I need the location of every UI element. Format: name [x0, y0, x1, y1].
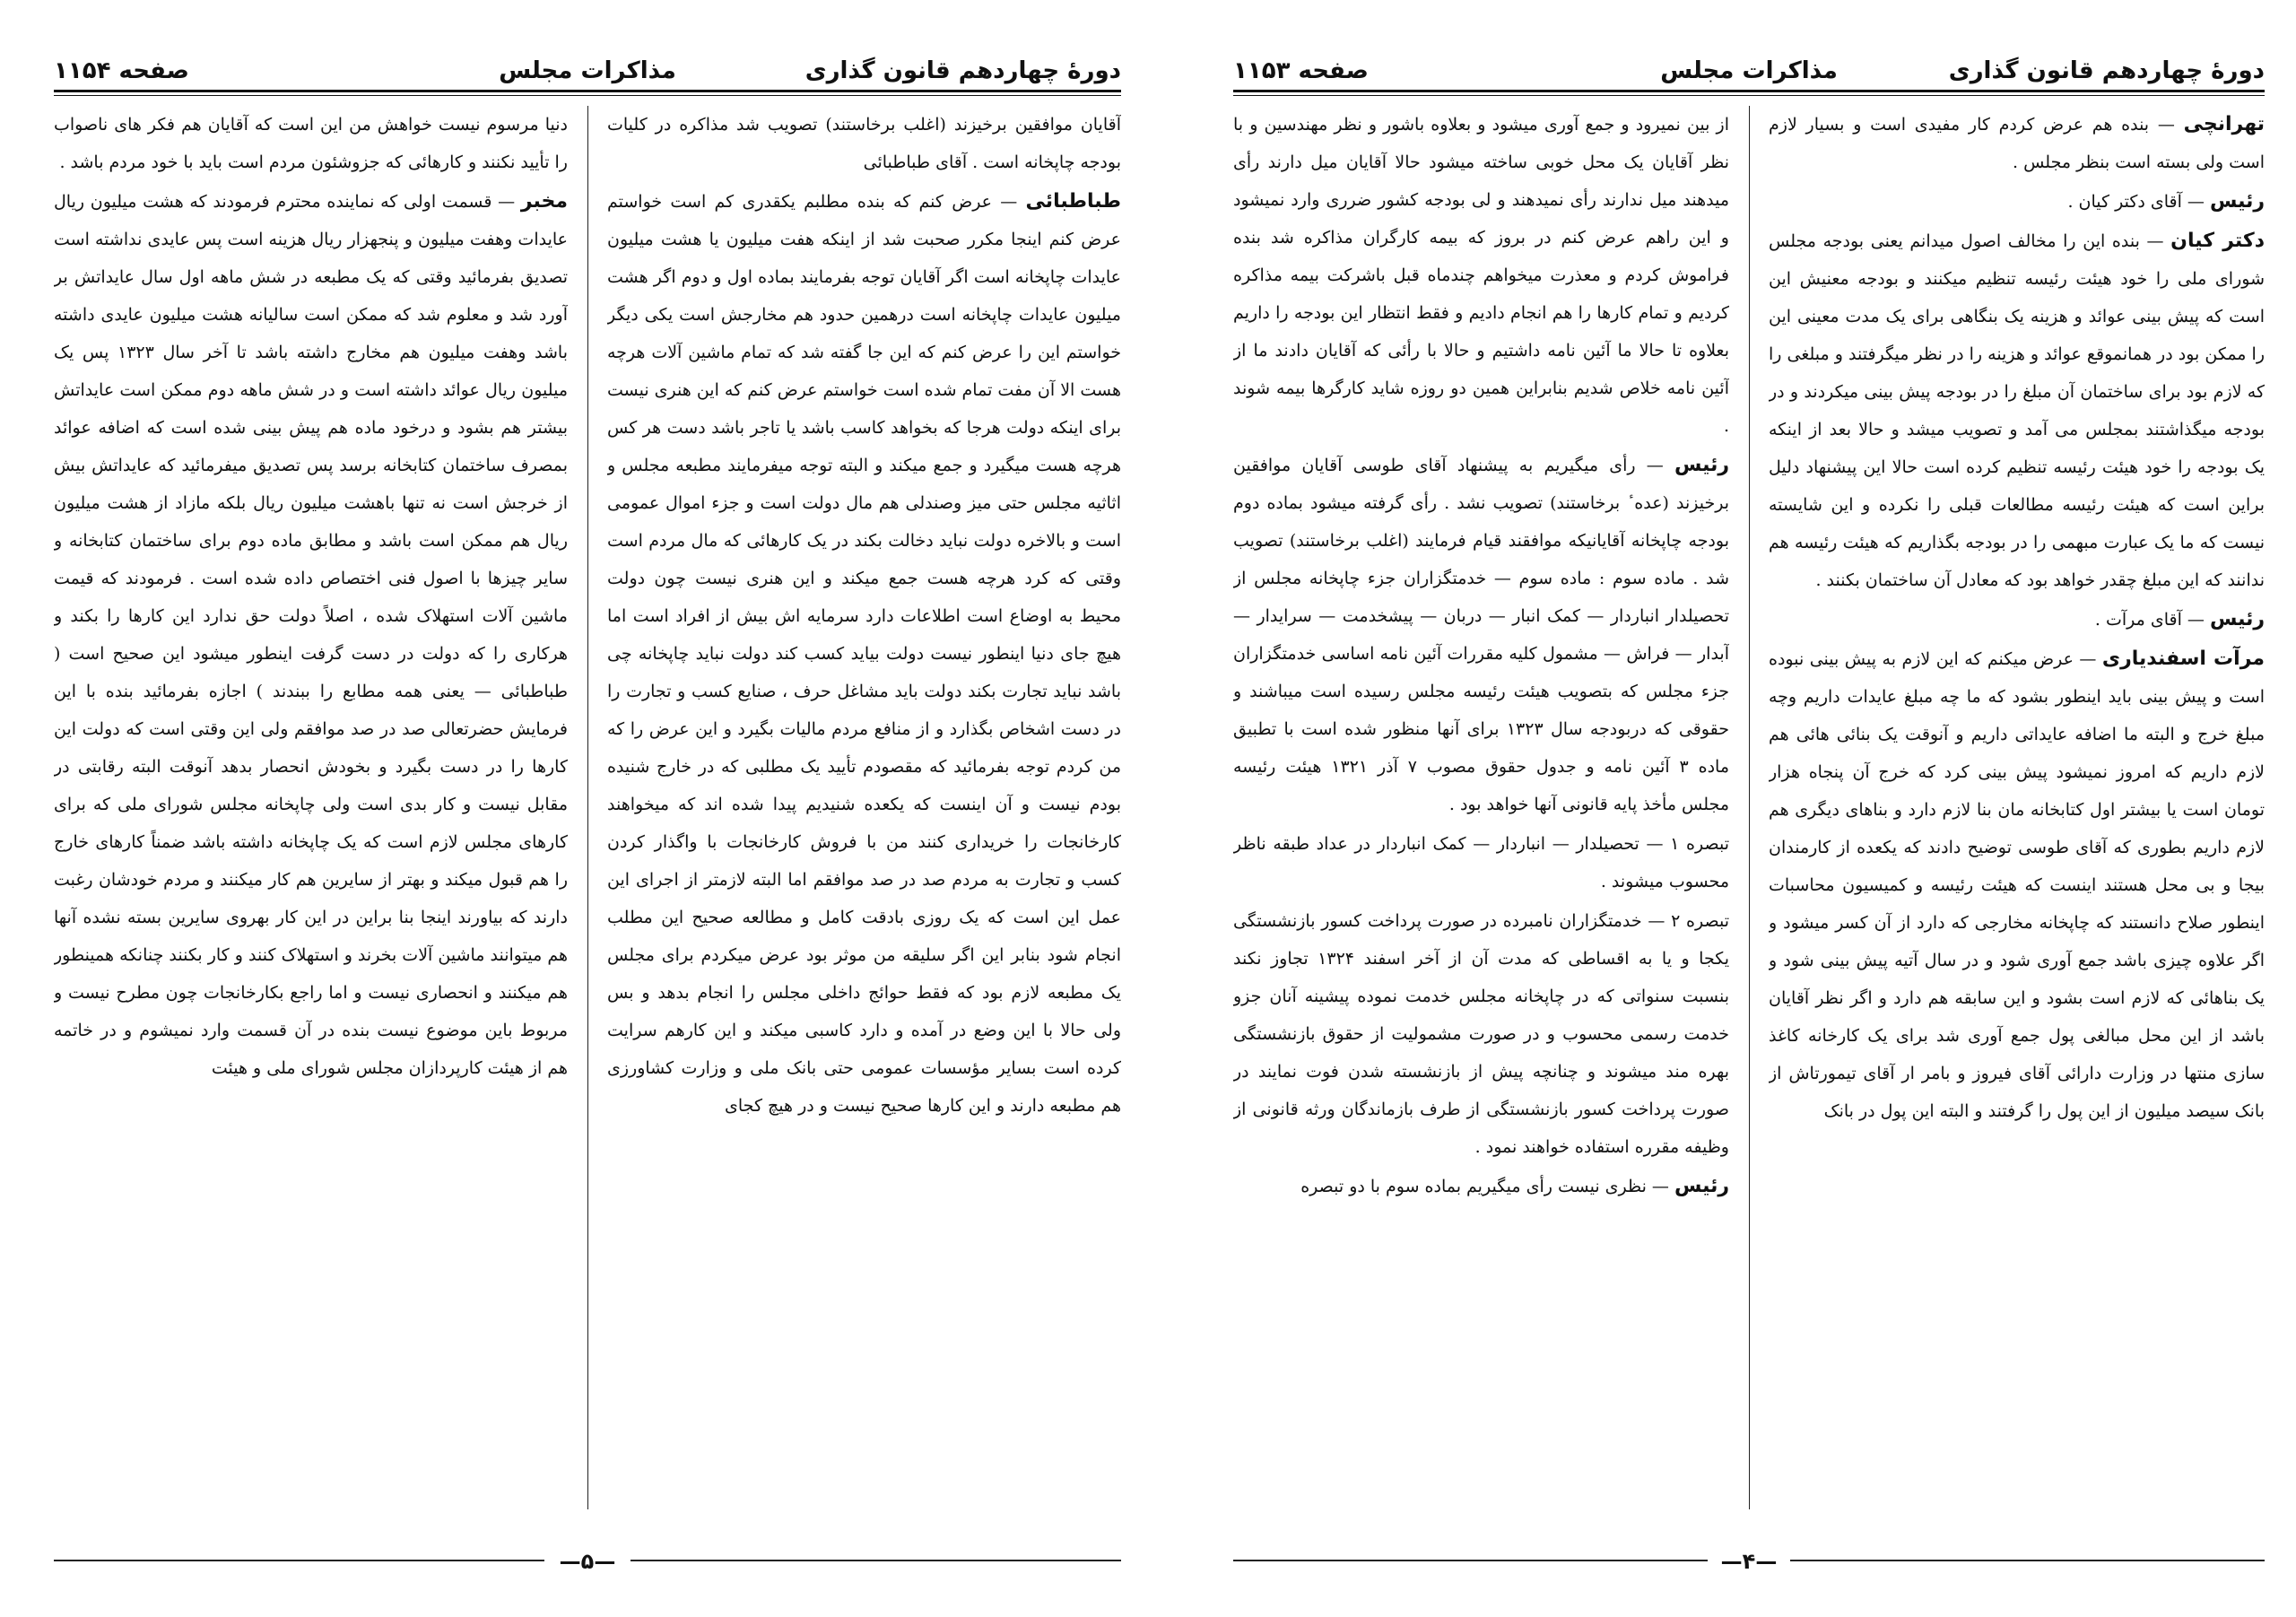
paragraph: [1233, 902, 1729, 1166]
left-columns: [54, 106, 1121, 1509]
page-label: صفحه ۱۱۵۳: [1233, 57, 1369, 84]
right-running-head: [1233, 52, 2265, 95]
right-page-column-second: [1233, 106, 1729, 1509]
speaker-name: رئیس: [2209, 190, 2265, 213]
paragraph-text: — آقای دکتر کیان .: [2067, 192, 2205, 212]
paragraph: [607, 183, 1121, 1125]
paragraph-text: — بنده این را مخالف اصول میدانم یعنی بودجه مجلس شورای ملی را خود هیئت رئیسه تنظیم میکنند و بودجه معنیش این است که پیش بینی عوائد و هزینه یک بنگاهی برای یک مدت معینی این را ممکن بود در همانموقع عوائد و هزینه را در نظر میگرفتند و مبلغی را که لازم بود برای ساختمان آن مبلغ را در بودجه پیش بینی میکردند و در بودجه میگذاشتند بمجلس می آمد و تصویب میشد و حالا بعد از اینکه یک بودجه را خود هیئت رئیسه تنظیم کرده است حالا این پیشنهاد دلیل براین است که هیئت رئیسه مطالعات قبلی را نکرده و این شایسته نیست که ما یک عبارت مبهمی را در بودجه بگذاریم که هیئت رئیسه هم ندانند که این مبلغ چقدر خواهد بود که معادل آن ساختمان بکنند .: [1769, 231, 2265, 590]
paragraph-text: — آقای مرآت .: [2094, 610, 2205, 630]
column-divider: [1749, 106, 1750, 1509]
folio-rule: [1233, 1560, 1708, 1561]
paragraph-text: — قسمت اولی که نماینده محترم فرمودند که هشت میلیون ریال عایدات وهفت میلیون و پنجهزار ریال هزینه است پس عایدی نداشته است تصدیق بفرمائید وقتی که یک مطبعه در شش ماهه اول سال عایداتش بر آورد شد و معلوم شد که ممکن است سالیانه هشت میلیون عایدی داشته باشد وهفت میلیون هم مخارج داشته باشد تا آخر سال ۱۳۲۳ پس یک میلیون ریال عوائد داشته است و در شش ماهه دوم ممکن است عایداتش بیشتر هم بشود و درخود ماده هم پیش بینی شده است که اضافه عوائد بمصرف ساختمان کتابخانه برسد پس تصدیق میفرمائید که عایداتش بیش از خرجش است نه تنها باهشت میلیون ریال بلکه مازاد از هشت میلیون ریال هم ممکن است باشد و مطابق ماده دوم برای ساختمان کتابخانه و سایر چیزها با اصول فنی اختصاص داده شده است . فرمودند که قیمت ماشین آلات استهلاک شده ، اصلاً دولت حق ندارد این کارها را بکند و هرکاری را که دولت در دست گرفت اینطور میشود این صحیح است ( طباطبائی — یعنی همه مطابع را ببندند ) اجازه بفرمائید بنده با این فرمایش حضرتعالی صد در صد موافقم ولی این وقتی است که دولت این کارها را در دست بگیرد و بخودش انحصار بدهد آنوقت البته رقابتی در مقابل نیست و کار بدی است ولی چاپخانه مجلس شورای ملی که برای کارهای مجلس لازم است که یک چاپخانه داشته باشد ضمناً کارهای خارج را هم قبول میکند و بهتر از سایرین هم کار میکنند و مردم خودشان رغبت دارند که بیاورند اینجا بنا براین در این کار بهروی سایرین بسته نشده آنها هم میتوانند ماشین آلات بخرند و استهلاک کنند و کار بکنند چنانکه همینطور هم میکنند و انحصاری نیست و اما راجع بکارخانجات چون مطرح نیست و مربوط باین موضوع نیست بنده در آن قسمت وارد نمیشوم و در خاتمه هم از هیئت کارپردازان مجلس شورای ملی و هیئت: [54, 192, 568, 1078]
speaker-name: رئیس: [1674, 1175, 1729, 1197]
paragraph: [1233, 447, 1729, 823]
folio-rule: [631, 1560, 1121, 1561]
speaker-name: مرآت اسفندیاری: [2101, 648, 2265, 670]
journal-title: دورهٔ چهاردهم قانون گذاری: [1948, 57, 2265, 84]
speaker-name: دکتر کیان: [2170, 230, 2265, 252]
header-rule: [1233, 90, 2265, 92]
left-page: [54, 0, 1121, 1617]
speaker-name: طباطبائی: [1025, 190, 1121, 213]
section-title: مذاکرات مجلس: [1660, 57, 1838, 84]
paragraph: [1769, 183, 2265, 221]
folio-number: —۴—: [1720, 1549, 1778, 1574]
paragraph: [1233, 1168, 1729, 1205]
speaker-name: رئیس: [2209, 608, 2265, 630]
paragraph-text: — رأی میگیریم به پیشنهاد آقای طوسی آقایان موافقین برخیزند (عده ٔ برخاستند) تصویب نشد . رأی گرفته میشود بماده دوم بودجه چاپخانه آقایانیکه موافقند قیام فرمایند (اغلب برخاستند) تصویب شد . ماده سوم : ماده سوم — خدمتگزاران جزء چاپخانه مجلس از تحصیلدار انباردار — کمک انبار — دربان — پیشخدمت — سرایدار — آبدار — فراش — مشمول کلیه مقررات آئین نامه اساسی خدمتگزاران جزء مجلس که بتصویب هیئت رئیسه مجلس رسیده است میباشند و حقوقی که دربودجه سال ۱۳۲۳ برای آنها منظور شده است با تطبیق ماده ۳ آئین نامه و جدول حقوق مصوب ۷ آذر ۱۳۲۱ هیئت رئیسه مجلس مأخذ پایه قانونی آنها خواهد بود .: [1233, 456, 1729, 814]
paragraph-text: — عرض میکنم که این لازم به پیش بینی نبوده است و پیش بینی باید اینطور بشود که ما چه مبلغ عایدات داریم وچه مبلغ خرج و البته ما اضافه عایداتی داریم و آنوقت یک بنائی هائی هم لازم داریم که امروز نمیشود پیش بینی کرد که خرج آن پنجاه هزار تومان است یا بیشتر اول کتابخانه مان بنا لازم دارد و بناهای دیگری هم لازم داریم بطوری که آقای طوسی توضیح دادند که یکعده از کارمندان بیجا و بی محل هستند اینست که هیئت رئیسه و کمیسیون محاسبات اینطور صلاح دانستند که چاپخانه مخارجی که دارد از آن کسر میشود و اگر علاوه چیزی باشد جمع آوری شود و در سال آتیه پیش بینی شود و یک بناهائی که لازم است بشود و این سابقه هم دارد و اگر نظر آقایان باشد از این محل مبالغی پول جمع آوری شد برای یک کارخانه کاغذ سازی منتها در وزارت دارائی آقای فیروز و بامر ار آقای تیمورتاش از بانک سیصد میلیون از این پول را گرفتند و البته این پول در بانک: [1769, 649, 2265, 1121]
paragraph-text: از بین نمیرود و جمع آوری میشود و بعلاوه باشور و نظر مهندسین و با نظر آقایان یک محل خوبی ساخته میشود حالا آقایان میل دارند رأی میدهند میل ندارند رأی نمیدهند و لی بودجه کشور ضرری وارد نمیشود و این راهم عرض کنم در بروز که بیمه کارگران مذاکره شد بنده فراموش کردم و معذرت میخواهم چندماه قبل باشرکت بیمه مذاکره کردیم و تمام کارها را هم انجام دادیم و فقط انتظار این بودجه را داریم بعلاوه تا حالا ما آئین نامه داشتیم و حالا با رأئی که آقایان دادند ما از آئین نامه خلاص شدیم بنابراین همین دو روزه شاید کارگرها بیمه شوند .: [1233, 115, 1729, 436]
paragraph-text: دنیا مرسوم نیست خواهش من این است که آقایان هم فکر های ناصواب را تأیید نکنند و کارهائی که جزوشئون مردم است باید با خود مردم باشد .: [54, 115, 568, 172]
paragraph: [607, 106, 1121, 181]
paragraph-text: — نظری نیست رأی میگیریم بماده سوم با دو تبصره: [1300, 1177, 1669, 1196]
folio-rule: [54, 1560, 544, 1561]
paragraph: [1769, 106, 2265, 181]
paragraph: [1769, 222, 2265, 599]
journal-title: دورهٔ چهاردهم قانون گذاری: [804, 57, 1121, 84]
paragraph: [1233, 106, 1729, 445]
paragraph-text: — عرض کنم که بنده مطلبم یکقدری کم است خواستم عرض کنم اینجا مکرر صحبت شد از اینکه هفت میلیون یا هشت میلیون عایدات چاپخانه است اگر آقایان توجه بفرمایند بماده اول و دوم اگر هشت میلیون عایدات چاپخانه است درهمین حدود هم مخارجش است یکی دیگر خواستم این را عرض کنم که این جا گفته شد که تمام ماشین آلات هرچه هست الا آن مفت تمام شده است خواستم عرض کنم که این هنری نیست برای اینکه دولت هرجا که بخواهد کاسب باشد یا تاجر باشد دست هر کس هرچه هست میگیرد و جمع میکند و البته توجه میفرمایند مطبعه مجلس و اثاثیه مجلس حتی میز وصندلی هم مال دولت است و جزء اموال عمومی است و بالاخره دولت نباید دخالت بکند در یک کارهائی که مال مردم است وقتی که کرد هرچه هست جمع میکند و این هنری نیست چون دولت محیط به اوضاع است اطلاعات دارد سرمایه اش بیش از افراد است اما هیچ جای دنیا اینطور نیست دولت بیاید کسب کند دولت نباید چاپخانه چی باشد نباید تجارت بکند دولت باید مشاغل حرف ، صنایع کسب و تجارت را در دست اشخاص بگذارد و از منافع مردم مالیات بگیرد و این عرض را که من کردم توجه بفرمائید که مقصودم تأیید یک مطلبی که در خارج شنیده بودم نیست و آن اینست که یکعده شنیدیم پیدا شده اند که میخواهند کارخانجات را خریداری کنند من با فروش کارخانجات با واگذار کردن کسب و تجارت به مردم صد در صد موافقم اما البته لازمتر از اجرای این عمل این است که یک روزی بادقت کامل و مطالعه صحیح این مطلب انجام شود بنابر این اگر سلیقه من موثر بود عرض میکردم برای مجلس یک مطبعه لازم بود که فقط حوائج داخلی مجلس را انجام بدهد و بس ولی حالا با این وضع در آمده و دارد کاسبی میکند و این کارهم سرایت کرده است بسایر مؤسسات عمومی حتی بانک ملی و وزارت کشاورزی هم مطبعه دارند و این کارها صحیح نیست و در هیچ کجای: [607, 192, 1121, 1116]
paragraph-text: تبصره ۲ — خدمتگزاران نامبرده در صورت پرداخت کسور بازنشستگی یکجا و یا به اقساطی که مدت آن از آخر اسفند ۱۳۲۴ تجاوز نکند بنسبت سنواتی که در چاپخانه مجلس خدمت نموده پیشینه آنان جزو خدمت رسمی محسوب و در صورت مشمولیت از حقوق بازنشستگی بهره مند میشوند و چنانچه پیش از بازنشسته شدن فوت نمایند در صورت پرداخت کسور بازنشستگی از طرف بازماندگان ورثه قانونی از وظیفه مقرره استفاده خواهند نمود .: [1233, 911, 1729, 1157]
left-page-column-second: [54, 106, 568, 1509]
header-rule: [54, 90, 1121, 92]
left-page-column-first: [607, 106, 1121, 1509]
right-page-column-first: [1769, 106, 2265, 1509]
header-rule-thin: [1233, 95, 2265, 96]
paragraph: [1769, 601, 2265, 639]
paragraph: [1233, 825, 1729, 900]
paragraph: [1769, 640, 2265, 1130]
folio-number: —۵—: [559, 1549, 616, 1574]
column-divider: [587, 106, 588, 1509]
section-title: مذاکرات مجلس: [499, 57, 676, 84]
speaker-name: تهرانچی: [2183, 113, 2265, 135]
left-running-head: [54, 52, 1121, 95]
paragraph: [54, 106, 568, 181]
paragraph-text: تبصره ۱ — تحصیلدار — انباردار — کمک انباردار در عداد طبقه ناظر محسوب میشوند .: [1233, 834, 1729, 891]
paragraph-text: آقایان موافقین برخیزند (اغلب برخاستند) تصویب شد مذاکره در کلیات بودجه چاپخانه است . آقای طباطبائی: [607, 115, 1121, 172]
right-columns: [1233, 106, 2265, 1509]
speaker-name: رئیس: [1674, 454, 1729, 476]
paragraph-text: — بنده هم عرض کردم کار مفیدی است و بسیار لازم است ولی بسته است بنظر مجلس .: [1769, 115, 2265, 172]
folio-rule: [1790, 1560, 2265, 1561]
right-page: [1233, 0, 2265, 1617]
page-label: صفحه ۱۱۵۴: [54, 57, 189, 84]
speaker-name: مخبر: [520, 190, 568, 213]
header-rule-thin: [54, 95, 1121, 96]
paragraph: [54, 183, 568, 1087]
